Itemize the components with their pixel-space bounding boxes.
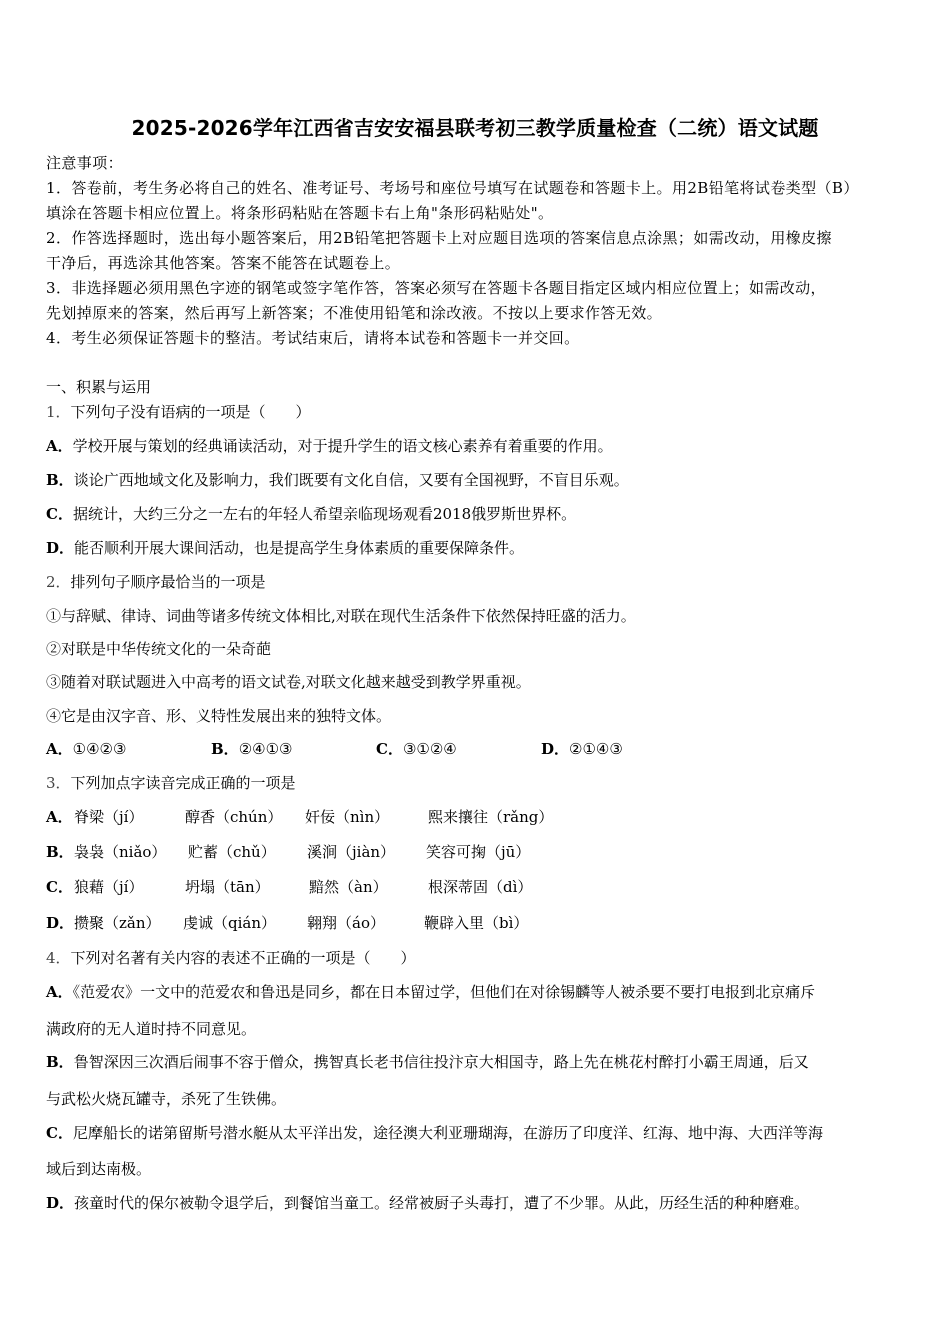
- option-label: D．: [541, 740, 570, 758]
- section-heading: 一、积累与运用: [46, 378, 152, 396]
- question-1-stem: [46, 401, 311, 422]
- q2-sentence: ②对联是中华传统文化的一朵奇葩: [46, 640, 272, 658]
- question-number: 3．: [46, 774, 71, 792]
- question-number: 2．: [46, 573, 71, 591]
- q4-option-a: [46, 981, 815, 1002]
- option-text: 据统计，大约三分之一左右的年轻人希望亲临现场观看2018俄罗斯世界杯。: [72, 505, 577, 523]
- q3-item: 醇香（chún）: [185, 808, 283, 826]
- q2-option-a: [46, 738, 126, 759]
- q3-item: 奸佞（nìn）: [305, 808, 390, 826]
- q3-item: 坍塌（tān）: [185, 878, 270, 896]
- q2-sentence: ③随着对联试题进入中高考的语文试卷,对联文化越来越受到教学界重视。: [46, 673, 531, 691]
- q4-option-c: [46, 1122, 823, 1143]
- question-number: 4．: [46, 949, 71, 967]
- page-title: 2025-2026学年江西省吉安安福县联考初三教学质量检查（二统）语文试题: [131, 116, 819, 140]
- q1-option-d: [46, 537, 524, 558]
- q1-option-a: [46, 435, 613, 456]
- option-text: 谈论广西地域文化及影响力，我们既要有文化自信，又要有全国视野，不盲目乐观。: [73, 471, 629, 489]
- q3-item: 根深蒂固（dì）: [428, 878, 533, 896]
- q3-item: 袅袅（niǎo）: [74, 843, 167, 861]
- q2-option-b: [211, 738, 292, 759]
- q3-item: 脊梁（jí）: [74, 808, 144, 826]
- option-text: 《范爱农》一文中的范爱农和鲁迅是同乡，都在日本留过学，但他们在对徐锡麟等人被杀要不要打电报到北京痛斥: [72, 983, 816, 1001]
- q4-option-c-cont: 域后到达南极。: [46, 1160, 152, 1178]
- q3-item: 攒聚（zǎn）: [74, 914, 161, 932]
- q4-option-d: [46, 1192, 809, 1213]
- option-text: 学校开展与策划的经典诵读活动，对于提升学生的语文核心素养有着重要的作用。: [72, 437, 613, 455]
- option-label: D．: [46, 539, 75, 557]
- option-label: B．: [46, 1053, 74, 1071]
- option-label: B．: [211, 740, 239, 758]
- option-text: 鲁智深因三次酒后闹事不容于僧众，携智真长老书信往投汴京大相国寺，路上先在桃花村醉打小霸王周通，后又: [73, 1053, 809, 1071]
- q3-item: 熙来攘往（rǎng）: [428, 808, 554, 826]
- q3-item: 溪涧（jiàn）: [307, 843, 396, 861]
- option-label: B．: [46, 471, 74, 489]
- q2-sentence: ④它是由汉字音、形、义特性发展出来的独特文体。: [46, 707, 392, 725]
- question-text: 下列句子没有语病的一项是（ ）: [70, 403, 311, 421]
- notice-line: 先划掉原来的答案，然后再写上新答案；不准使用铅笔和涂改液。不按以上要求作答无效。: [46, 304, 663, 322]
- q4-option-b-cont: 与武松火烧瓦罐寺，杀死了生铁佛。: [46, 1090, 287, 1108]
- notice-line: 干净后，再选涂其他答案。答案不能答在试题卷上。: [46, 254, 401, 272]
- q3-item: 翱翔（áo）: [307, 914, 385, 932]
- question-number: 1．: [46, 403, 71, 421]
- q1-option-c: [46, 503, 576, 524]
- option-text: ②①④③: [569, 740, 623, 758]
- q3-item: 贮蓄（chǔ）: [188, 843, 276, 861]
- q3-item: 狼藉（jí）: [74, 878, 144, 896]
- option-text: 能否顺利开展大课间活动，也是提高学生身体素质的重要保障条件。: [74, 539, 525, 557]
- q3-item: 鞭辟入里（bì）: [424, 914, 529, 932]
- notice-heading: 注意事项：: [46, 154, 124, 172]
- notice-line: 4．考生必须保证答题卡的整洁。考试结束后，请将本试卷和答题卡一并交回。: [46, 329, 580, 347]
- notice-line: 2．作答选择题时，选出每小题答案后，用2B铅笔把答题卡上对应题目选项的答案信息点涂黑；如需改动，用橡皮擦: [46, 229, 832, 247]
- option-label: A．: [46, 437, 73, 455]
- question-3-stem: [46, 772, 296, 793]
- question-text: 下列加点字读音完成正确的一项是: [70, 774, 296, 792]
- q3-item: 虔诚（qián）: [183, 914, 277, 932]
- q2-option-d: [541, 738, 623, 759]
- question-4-stem: [46, 947, 416, 968]
- option-label: C．: [46, 1124, 73, 1142]
- question-2-stem: [46, 571, 266, 592]
- q3-item: 黯然（àn）: [309, 878, 388, 896]
- q3-row-label: D．: [46, 914, 75, 932]
- notice-line: 填涂在答题卡相应位置上。将条形码粘贴在答题卡右上角"条形码粘贴处"。: [46, 204, 554, 222]
- q3-row-label: C．: [46, 878, 73, 896]
- q3-row-label: A．: [46, 808, 73, 826]
- q2-option-c: [376, 738, 457, 759]
- q4-option-a-cont: 满政府的无人道时持不同意见。: [46, 1020, 257, 1038]
- option-text: 尼摩船长的诺第留斯号潜水艇从太平洋出发，途径澳大利亚珊瑚海，在游历了印度洋、红海、地中海、大西洋等海: [72, 1124, 823, 1142]
- option-label: A．: [46, 983, 73, 1001]
- option-text: 孩童时代的保尔被勒令退学后，到餐馆当童工。经常被厨子头毒打，遭了不少罪。从此，历经生活的种种磨难。: [74, 1194, 810, 1212]
- option-label: D．: [46, 1194, 75, 1212]
- question-text: 下列对名著有关内容的表述不正确的一项是（ ）: [70, 949, 416, 967]
- question-text: 排列句子顺序最恰当的一项是: [70, 573, 266, 591]
- q1-option-b: [46, 469, 629, 490]
- notice-line: 1．答卷前，考生务必将自己的姓名、准考证号、考场号和座位号填写在试题卷和答题卡上。用2B铅笔将试卷类型（B）: [46, 179, 859, 197]
- q2-sentence: ①与辞赋、律诗、词曲等诸多传统文体相比,对联在现代生活条件下依然保持旺盛的活力。: [46, 607, 636, 625]
- q3-row-label: B．: [46, 843, 74, 861]
- q4-option-b: [46, 1051, 809, 1072]
- q3-item: 笑容可掬（jū）: [426, 843, 531, 861]
- option-text: ①④②③: [72, 740, 127, 758]
- option-text: ③①②④: [402, 740, 457, 758]
- option-label: C．: [376, 740, 403, 758]
- option-text: ②④①③: [238, 740, 293, 758]
- option-label: C．: [46, 505, 73, 523]
- notice-line: 3．非选择题必须用黑色字迹的钢笔或签字笔作答，答案必须写在答题卡各题目指定区域内相应位置上；如需改动，: [46, 279, 826, 297]
- option-label: A．: [46, 740, 73, 758]
